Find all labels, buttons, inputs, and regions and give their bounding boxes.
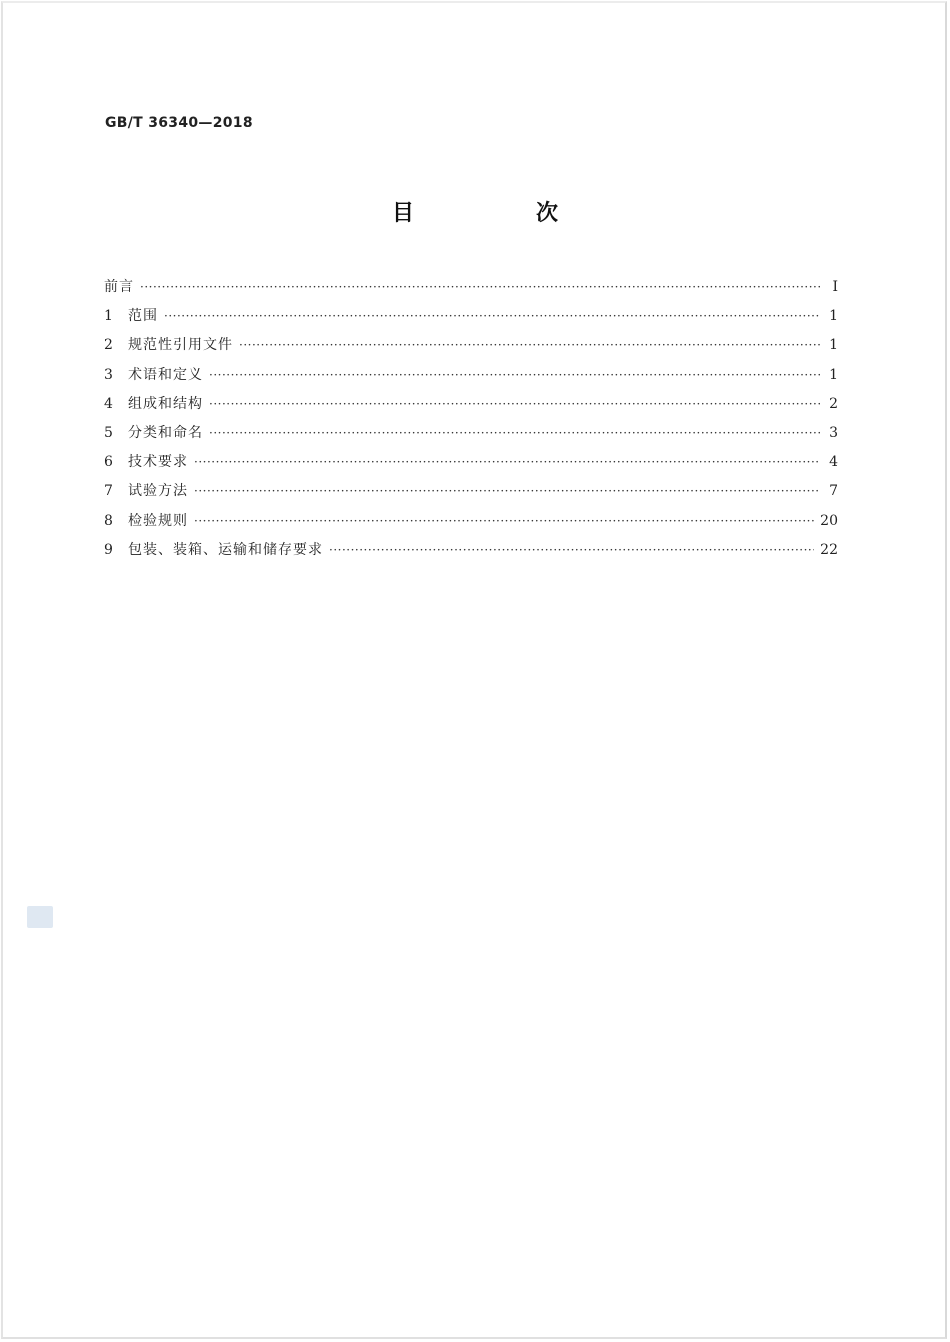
toc-leader-dots xyxy=(140,280,820,294)
toc-entry-number: 2 xyxy=(104,337,113,354)
toc-leader-dots xyxy=(194,484,820,498)
toc-entry-7[interactable] xyxy=(104,480,838,509)
toc-entry-label: 术语和定义 xyxy=(128,366,203,383)
toc-entry-number: 3 xyxy=(104,366,113,383)
toc-entry-number: 1 xyxy=(104,308,113,325)
toc-entry-2[interactable] xyxy=(104,334,838,363)
toc-entry-label: 技术要求 xyxy=(128,454,188,471)
toc-leader-dots xyxy=(209,426,820,440)
toc-entry-number: 5 xyxy=(104,424,113,441)
toc-leader-dots xyxy=(329,543,814,557)
toc-leader-dots xyxy=(194,514,814,528)
toc-entry-3[interactable] xyxy=(104,364,838,393)
toc-leader-dots xyxy=(194,455,820,469)
toc-entry-label: 包装、装箱、运输和储存要求 xyxy=(128,541,323,558)
toc-entry-label: 前言 xyxy=(104,279,134,295)
toc-entry-1[interactable] xyxy=(104,305,838,334)
toc-entry-page: 3 xyxy=(829,424,838,441)
toc-entry-page: 20 xyxy=(820,512,838,529)
toc-entry-page: 7 xyxy=(829,483,838,500)
toc-title: 目 次 xyxy=(391,201,608,226)
toc-entry-5[interactable] xyxy=(104,422,838,451)
toc-entry-number: 9 xyxy=(104,541,113,558)
toc-leader-dots xyxy=(209,368,820,382)
toc-entry-page: 4 xyxy=(829,454,838,471)
toc-entry-page: 1 xyxy=(829,337,838,354)
watermark-logo-icon xyxy=(27,906,53,928)
toc-entry-number: 8 xyxy=(104,512,113,529)
toc-entry-page: 22 xyxy=(820,541,838,558)
toc-entry-page: 2 xyxy=(829,395,838,412)
toc-entry-4[interactable] xyxy=(104,393,838,422)
toc-entry-number: 7 xyxy=(104,483,113,500)
table-of-contents xyxy=(104,276,838,568)
toc-leader-dots xyxy=(209,397,820,411)
toc-entry-page: Ⅰ xyxy=(832,279,838,295)
toc-entry-6[interactable] xyxy=(104,451,838,480)
toc-entry-label: 检验规则 xyxy=(128,512,188,529)
toc-entry-label: 组成和结构 xyxy=(128,395,203,412)
standard-code: GB/T 36340—2018 xyxy=(105,115,253,131)
toc-entry-number: 4 xyxy=(104,395,113,412)
toc-entry-9[interactable] xyxy=(104,539,838,568)
toc-entry-label: 分类和命名 xyxy=(128,424,203,441)
toc-entry-foreword[interactable] xyxy=(104,276,838,305)
toc-entry-label: 试验方法 xyxy=(128,483,188,500)
toc-entry-page: 1 xyxy=(829,366,838,383)
toc-entry-label: 范围 xyxy=(128,308,158,325)
toc-entry-8[interactable] xyxy=(104,510,838,539)
toc-entry-page: 1 xyxy=(829,308,838,325)
toc-leader-dots xyxy=(164,309,820,323)
toc-leader-dots xyxy=(239,338,820,352)
toc-entry-label: 规范性引用文件 xyxy=(128,337,233,354)
toc-entry-number: 6 xyxy=(104,454,113,471)
